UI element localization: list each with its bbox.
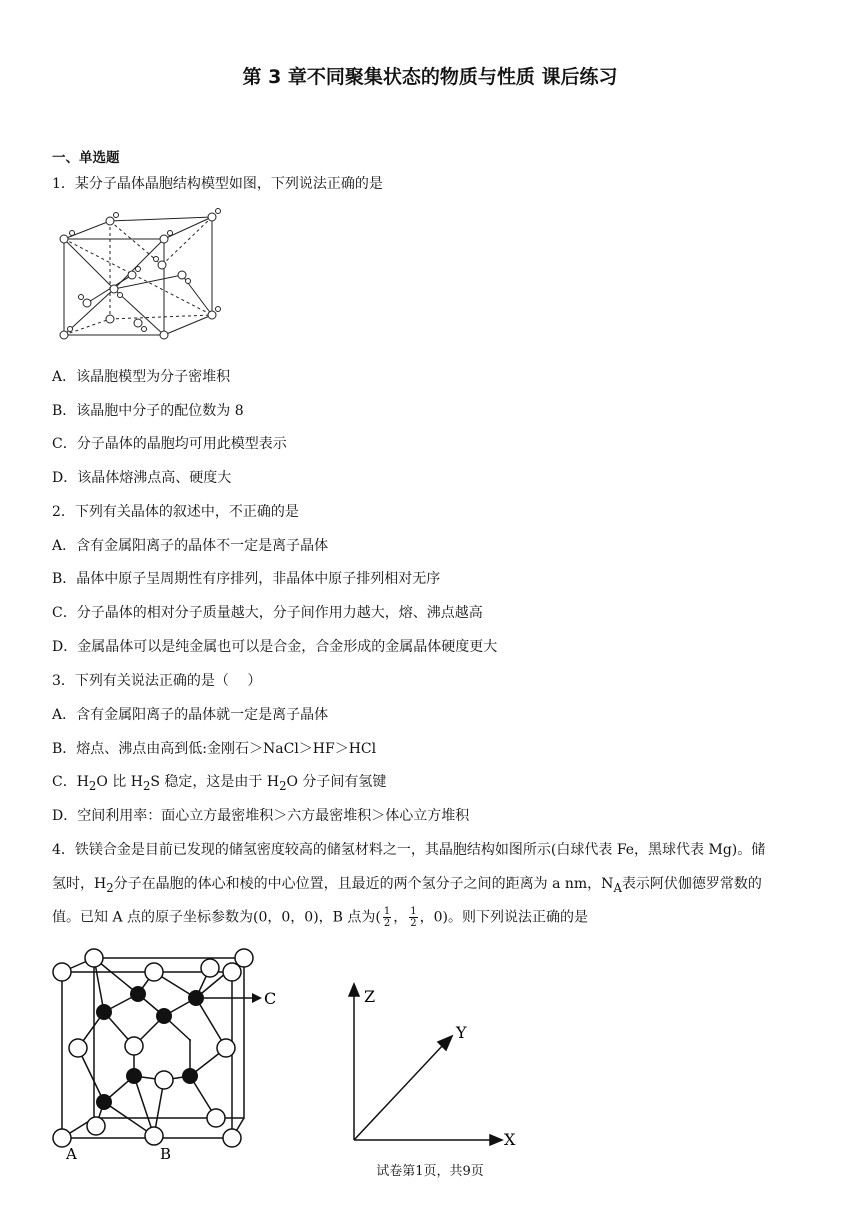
q4-line-1: 4．铁镁合金是目前已发现的储氢密度较高的储氢材料之一，其晶胞结构如图所示(白球代表 Fe，黑球代表 Mg)。储 bbox=[52, 842, 766, 858]
q3-stem: 3．下列有关说法正确的是（ ） bbox=[52, 673, 262, 689]
axis-y-label: Y bbox=[456, 1023, 467, 1042]
q3-option-c: C．$H_2O$ 比 $H_2S$ 稳定，这是由于 $H_2O$ 分子间有氢键 bbox=[52, 774, 387, 793]
fraction-one-half: $\frac{1}{2}$ bbox=[383, 906, 391, 929]
q4-line-2: 氢时，$H_2$分子在晶胞的体心和棱的中心位置，且最近的两个氢分子之间的距离为 a nm，$N_A$表示阿伏伽德罗常数的 bbox=[52, 876, 762, 895]
page-footer: 试卷第1页，共9页 bbox=[376, 1164, 484, 1179]
q1-option-c: C．分子晶体的晶胞均可用此模型表示 bbox=[52, 436, 287, 452]
q2-option-d: D．金属晶体可以是纯金属也可以是合金，合金形成的金属晶体硬度更大 bbox=[52, 639, 498, 655]
q3-option-a: A．含有金属阳离子的晶体就一定是离子晶体 bbox=[52, 707, 329, 723]
coordinate-axes-figure bbox=[340, 980, 530, 1150]
fraction-one-half: $\frac{1}{2}$ bbox=[410, 906, 417, 929]
q3-option-d: D．空间利用率：面心立方最密堆积＞六方最密堆积＞体心立方堆积 bbox=[52, 808, 470, 824]
q3-option-b: B．熔点、沸点由高到低:金刚石＞NaCl＞HF＞HCl bbox=[52, 741, 377, 757]
axis-z-label: Z bbox=[364, 987, 376, 1006]
page-title: 第 3 章不同聚集状态的物质与性质 课后练习 bbox=[242, 66, 618, 88]
q2-stem: 2．下列有关晶体的叙述中，不正确的是 bbox=[52, 504, 299, 520]
label-c: C bbox=[264, 989, 277, 1008]
q1-option-d: D．该晶体熔沸点高、硬度大 bbox=[52, 470, 232, 486]
label-a: A bbox=[66, 1145, 77, 1163]
fe-mg-alloy-cell-figure bbox=[50, 948, 290, 1164]
q4-line-3: 值。已知 A 点的原子坐标参数为(0，0，0)，B 点为( $\frac{1}{2}$ ， $\frac{1}{2}$ ，0)。则下列说法正确的是 bbox=[52, 906, 588, 929]
q2-option-a: A．含有金属阳离子的晶体不一定是离子晶体 bbox=[52, 538, 329, 554]
q1-stem: 1．某分子晶体晶胞结构模型如图，下列说法正确的是 bbox=[52, 176, 383, 192]
section-heading: 一、单选题 bbox=[52, 150, 120, 166]
q1-option-b: B．该晶胞中分子的配位数为 8 bbox=[52, 403, 244, 419]
label-b: B bbox=[160, 1145, 172, 1163]
axis-x-label: X bbox=[504, 1130, 516, 1149]
q2-option-c: C．分子晶体的相对分子质量越大，分子间作用力越大，熔、沸点越高 bbox=[52, 605, 483, 621]
molecular-crystal-cell-figure bbox=[52, 203, 242, 349]
q2-option-b: B．晶体中原子呈周期性有序排列，非晶体中原子排列相对无序 bbox=[52, 571, 441, 587]
q1-option-a: A．该晶胞模型为分子密堆积 bbox=[52, 369, 231, 385]
